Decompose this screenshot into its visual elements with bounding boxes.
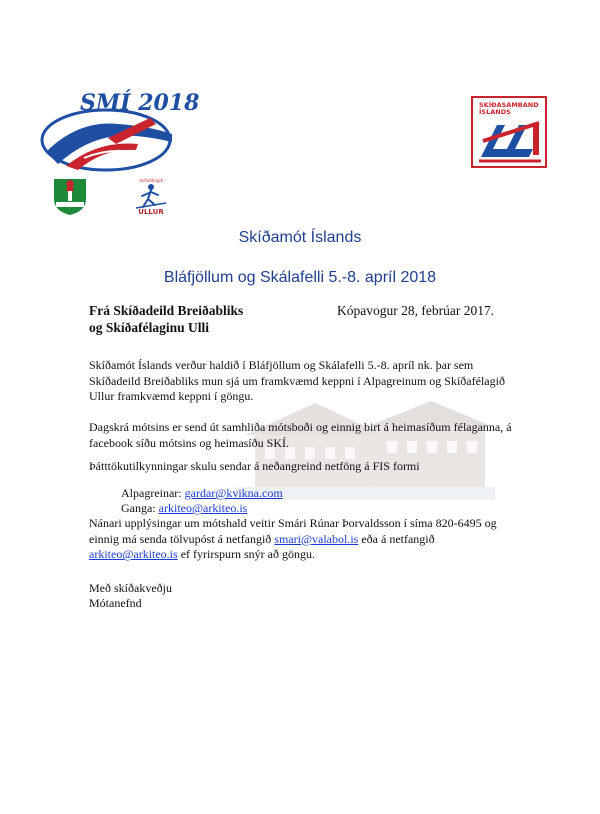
ullur-logo (128, 178, 174, 220)
breidablik-crest-icon (50, 175, 90, 217)
smi-2018-title: SMÍ 2018 (80, 90, 200, 116)
ullur-caption: skíðafélagið (139, 178, 163, 183)
ski-monogram-icon (477, 117, 543, 163)
text-line: Skíðadeild Breiðabliks mun sjá um framkvæmd keppni í Alpagreinum og Skíðafélagið (89, 373, 505, 388)
skier-icon (128, 181, 174, 211)
paragraph-info (89, 516, 529, 563)
smari-email-link[interactable]: smari@valabol.is (274, 531, 359, 546)
breidablik-logo (50, 175, 90, 217)
ganga-label: Ganga: (121, 501, 156, 515)
ganga-contact (121, 501, 247, 516)
text-line: Nánari upplýsingar um mótshald veitir Smári Rúnar Þorvaldsson í síma 820-6495 og (89, 516, 497, 530)
text-line (89, 547, 529, 563)
text-line: Þátttökutilkynningar skulu sendar á neðangreind netföng á FIS formi (89, 459, 420, 473)
text-line: Skíðamót Íslands verður haldið í Bláfjöllum og Skálafelli 5.-8. apríl nk. þar sem (89, 358, 474, 372)
letter-date: Kópavogur 28, febrúar 2017. (337, 303, 495, 318)
text-line: Ullur framkvæmd keppni í göngu. (89, 389, 254, 404)
ski-logo-line1: SKÍÐASAMBAND (479, 101, 539, 109)
text-line: facebook síðu mótsins og heimasíðu SKÍ. (89, 435, 289, 450)
alpagreinar-contact (121, 486, 283, 501)
ski-logo-line2: ÍSLANDS (479, 108, 511, 116)
arkiteo-email-link[interactable]: arkiteo@arkiteo.is (89, 547, 178, 562)
info-text-a: einnig má senda tölvupóst á netfangið (89, 531, 272, 546)
alpagreinar-label: Alpagreinar: (121, 486, 182, 500)
info-text-c: ef fyrirspurn snýr að göngu. (180, 547, 315, 562)
info-text-b: eða á netfangið (361, 531, 435, 546)
paragraph-registration (89, 459, 529, 475)
paragraph-intro (89, 358, 529, 405)
text-line: Dagskrá mótsins er send út samhliða mótsboði og einnig birt á heimasíðum félaganna, á (89, 420, 512, 434)
text-line (89, 532, 529, 548)
page-subtitle: Bláfjöllum og Skálafelli 5.-8. apríl 2018 (163, 269, 437, 286)
page-title: Skíðamót Íslands (238, 229, 362, 246)
ullur-label: ULLUR (138, 208, 164, 216)
sender-line1: Frá Skíðadeild Breiðabliks (89, 303, 244, 318)
paragraph-schedule (89, 420, 529, 451)
alpagreinar-email-link[interactable]: gardar@kvikna.com (184, 486, 283, 500)
skidasamband-islands-logo (471, 96, 547, 168)
closing-greeting: Með skíðakveðju (89, 581, 172, 595)
sender-line2: og Skíðafélaginu Ulli (89, 320, 210, 335)
smi-2018-logo (38, 90, 200, 174)
ganga-email-link[interactable]: arkiteo@arkiteo.is (158, 501, 248, 515)
closing-signature: Mótanefnd (89, 596, 142, 610)
